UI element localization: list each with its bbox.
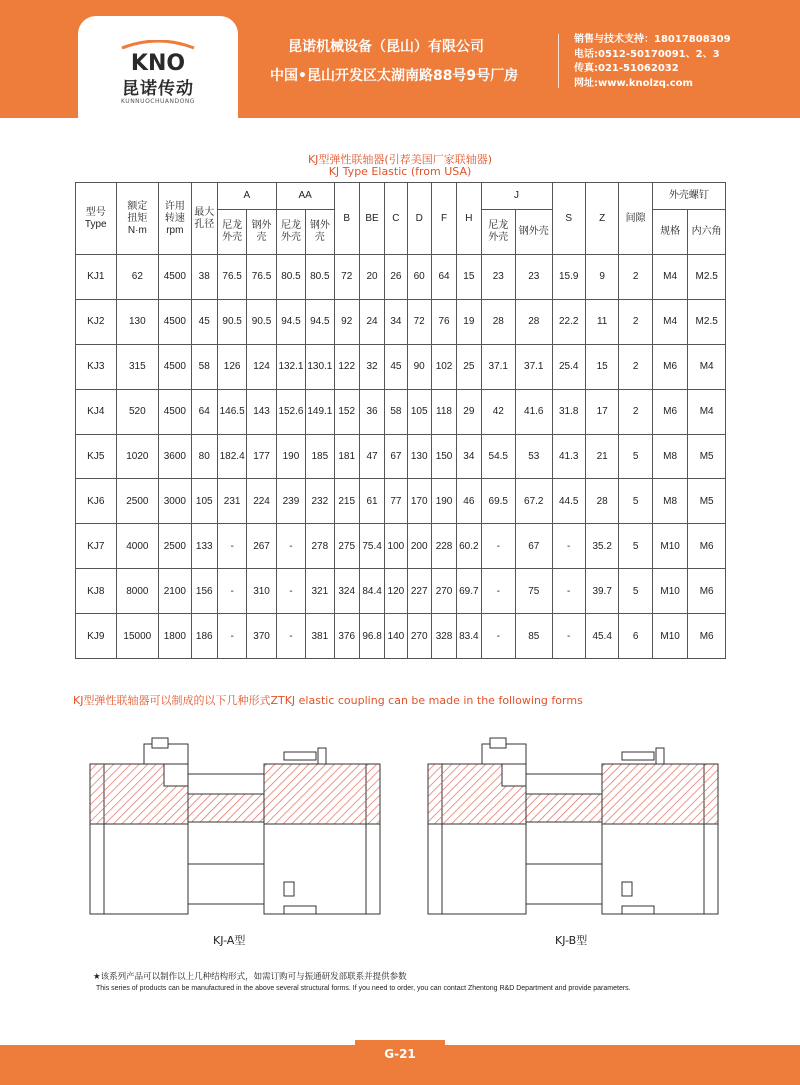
table-cell: 23	[516, 255, 553, 300]
table-cell: 2	[619, 344, 652, 389]
table-cell: 47	[359, 434, 384, 479]
th-AA-steel: 钢外 壳	[306, 210, 334, 255]
table-cell: 224	[247, 479, 276, 524]
table-cell: M6	[652, 389, 687, 434]
th-speed: 许用 转速 rpm	[159, 183, 191, 255]
table-cell: 140	[385, 614, 407, 659]
table-cell: 152.6	[276, 389, 305, 434]
th-bore: 最大 孔径	[191, 183, 217, 255]
table-cell: 19	[457, 299, 481, 344]
table-cell: 80	[191, 434, 217, 479]
table-title-en: KJ Type Elastic (from USA)	[328, 165, 472, 178]
table-cell: 80.5	[276, 255, 305, 300]
table-cell: 4500	[159, 299, 191, 344]
table-cell: 310	[247, 569, 276, 614]
th-C: C	[385, 183, 407, 255]
table-cell: 64	[191, 389, 217, 434]
table-cell: KJ5	[76, 434, 117, 479]
table-cell: 132.1	[276, 344, 305, 389]
table-cell: 8000	[116, 569, 159, 614]
th-D: D	[407, 183, 431, 255]
th-Z: Z	[585, 183, 618, 255]
table-cell: M10	[652, 614, 687, 659]
table-cell: 5	[619, 524, 652, 569]
forms-title: KJ型弹性联轴器可以制成的以下几种形式ZTKJ elastic coupling can be made in the following forms	[73, 694, 583, 707]
table-cell: -	[217, 614, 246, 659]
table-cell: KJ9	[76, 614, 117, 659]
table-cell: KJ3	[76, 344, 117, 389]
table-cell: KJ7	[76, 524, 117, 569]
table-cell: KJ1	[76, 255, 117, 300]
table-cell: 324	[334, 569, 359, 614]
table-cell: 45	[385, 344, 407, 389]
table-cell: 5	[619, 434, 652, 479]
table-cell: 120	[385, 569, 407, 614]
table-cell: 83.4	[457, 614, 481, 659]
table-cell: 45.4	[585, 614, 618, 659]
table-cell: 278	[306, 524, 334, 569]
table-cell: 15	[585, 344, 618, 389]
table-cell: -	[481, 524, 515, 569]
table-cell: -	[552, 524, 585, 569]
table-cell: 146.5	[217, 389, 246, 434]
table-cell: 45	[191, 299, 217, 344]
table-cell: 105	[407, 389, 431, 434]
table-cell: 67	[385, 434, 407, 479]
table-cell: 190	[276, 434, 305, 479]
table-cell: 77	[385, 479, 407, 524]
table-title-cn: KJ型弹性联轴器(引荐美国厂家联轴器)	[307, 153, 493, 166]
th-S: S	[552, 183, 585, 255]
table-cell: M5	[688, 434, 726, 479]
table-cell: 75	[516, 569, 553, 614]
table-cell: 46	[457, 479, 481, 524]
table-cell: 4000	[116, 524, 159, 569]
contact-sales: 销售与技术支持：18017808309	[574, 34, 731, 45]
table-cell: 143	[247, 389, 276, 434]
caption-kj-b: KJ-B型	[555, 934, 588, 947]
table-cell: 96.8	[359, 614, 384, 659]
th-screw: 外壳螺钉	[652, 183, 725, 210]
table-row	[76, 299, 726, 344]
table-cell: 94.5	[276, 299, 305, 344]
th-H: H	[457, 183, 481, 255]
table-cell: 4500	[159, 389, 191, 434]
table-row	[76, 479, 726, 524]
table-cell: 62	[116, 255, 159, 300]
table-cell: 31.8	[552, 389, 585, 434]
table-cell: 370	[247, 614, 276, 659]
table-cell: M8	[652, 434, 687, 479]
table-cell: M4	[652, 299, 687, 344]
table-cell: 185	[306, 434, 334, 479]
note-en: This series of products can be manufactured in the above several structural forms. If you need to order, you can contact Zhentong R&D Department and provide parameters.	[96, 985, 631, 992]
table-cell: 1800	[159, 614, 191, 659]
table-row	[76, 524, 726, 569]
kj-a-hatch-right	[264, 764, 380, 824]
table-cell: 215	[334, 479, 359, 524]
table-cell: 270	[407, 614, 431, 659]
table-cell: 150	[431, 434, 456, 479]
table-cell: 85	[516, 614, 553, 659]
table-cell: 130	[407, 434, 431, 479]
table-cell: 186	[191, 614, 217, 659]
table-cell: 34	[385, 299, 407, 344]
table-cell: 1020	[116, 434, 159, 479]
table-cell: 2	[619, 389, 652, 434]
table-cell: 2500	[116, 479, 159, 524]
table-cell: 231	[217, 479, 246, 524]
table-cell: KJ8	[76, 569, 117, 614]
table-cell: 25.4	[552, 344, 585, 389]
table-cell: -	[552, 569, 585, 614]
table-cell: 5	[619, 569, 652, 614]
table-cell: M6	[652, 344, 687, 389]
table-cell: -	[276, 569, 305, 614]
caption-kj-a: KJ-A型	[213, 934, 246, 947]
table-cell: M6	[688, 614, 726, 659]
table-cell: 321	[306, 569, 334, 614]
table-cell: 2100	[159, 569, 191, 614]
table-cell: 94.5	[306, 299, 334, 344]
table-cell: 38	[191, 255, 217, 300]
table-cell: 2	[619, 299, 652, 344]
table-cell: 39.7	[585, 569, 618, 614]
table-cell: 2500	[159, 524, 191, 569]
table-cell: 275	[334, 524, 359, 569]
table-cell: 22.2	[552, 299, 585, 344]
table-cell: 58	[385, 389, 407, 434]
table-cell: -	[217, 569, 246, 614]
table-cell: 232	[306, 479, 334, 524]
table-cell: M8	[652, 479, 687, 524]
table-cell: -	[481, 569, 515, 614]
table-cell: 34	[457, 434, 481, 479]
table-cell: 315	[116, 344, 159, 389]
table-cell: 23	[481, 255, 515, 300]
table-cell: 17	[585, 389, 618, 434]
table-cell: 28	[585, 479, 618, 524]
table-cell: 149.1	[306, 389, 334, 434]
company-name: 昆诺机械设备（昆山）有限公司	[288, 39, 484, 55]
contact-phone: 电话:0512-50170091、2、3	[574, 48, 720, 60]
table-cell: 84.4	[359, 569, 384, 614]
table-cell: 44.5	[552, 479, 585, 524]
company-address: 中国•昆山开发区太湖南路88号9号厂房	[270, 68, 519, 84]
table-cell: 76	[431, 299, 456, 344]
table-cell: 72	[407, 299, 431, 344]
table-cell: 92	[334, 299, 359, 344]
table-cell: -	[552, 614, 585, 659]
table-cell: 15.9	[552, 255, 585, 300]
th-J: J	[481, 183, 552, 210]
table-cell: 15000	[116, 614, 159, 659]
table-cell: M10	[652, 524, 687, 569]
kj-a-drawing	[84, 734, 384, 924]
table-cell: 36	[359, 389, 384, 434]
table-cell: 11	[585, 299, 618, 344]
th-J-steel: 钢外壳	[516, 210, 553, 255]
table-cell: 69.7	[457, 569, 481, 614]
table-cell: 41.3	[552, 434, 585, 479]
th-A: A	[217, 183, 276, 210]
table-cell: 37.1	[481, 344, 515, 389]
table-cell: 381	[306, 614, 334, 659]
table-cell: 227	[407, 569, 431, 614]
kj-a-hatch-center	[188, 794, 264, 822]
table-cell: M6	[688, 524, 726, 569]
table-cell: 105	[191, 479, 217, 524]
table-cell: M4	[688, 344, 726, 389]
table-cell: 28	[481, 299, 515, 344]
table-cell: 26	[385, 255, 407, 300]
contact-website: 网址:www.knolzq.com	[574, 77, 693, 89]
table-cell: 170	[407, 479, 431, 524]
note-cn: ★该系列产品可以制作以上几种结构形式，如需订购可与振通研发部联系并提供参数	[93, 972, 407, 982]
kj-b-hatch-center	[526, 794, 602, 822]
table-cell: 100	[385, 524, 407, 569]
table-cell: 3000	[159, 479, 191, 524]
table-cell: 90	[407, 344, 431, 389]
table-cell: 2	[619, 255, 652, 300]
spec-table-body	[76, 255, 726, 659]
table-cell: 200	[407, 524, 431, 569]
page-number: G-21	[384, 1047, 416, 1061]
th-B: B	[334, 183, 359, 255]
kj-b-hatch-right	[602, 764, 718, 824]
table-cell: 90.5	[217, 299, 246, 344]
table-cell: M4	[688, 389, 726, 434]
table-cell: 32	[359, 344, 384, 389]
contact-fax: 传真:021-51062032	[574, 63, 679, 74]
table-cell: M4	[652, 255, 687, 300]
kj-b-drawing	[422, 734, 722, 924]
th-AA: AA	[276, 183, 334, 210]
table-cell: 3600	[159, 434, 191, 479]
table-cell: 267	[247, 524, 276, 569]
table-cell: 15	[457, 255, 481, 300]
spec-table	[75, 182, 726, 659]
table-cell: 9	[585, 255, 618, 300]
table-cell: 270	[431, 569, 456, 614]
logo-cn: 昆诺传动	[122, 79, 194, 99]
table-row	[76, 614, 726, 659]
th-gap: 间隙	[619, 183, 652, 255]
table-cell: 6	[619, 614, 652, 659]
th-J-nylon: 尼龙 外壳	[481, 210, 515, 255]
th-BE: BE	[359, 183, 384, 255]
header-divider	[558, 34, 559, 88]
table-cell: 76.5	[247, 255, 276, 300]
table-cell: 376	[334, 614, 359, 659]
logo-en: KUNNUOCHUANDONG	[121, 98, 195, 105]
table-cell: 152	[334, 389, 359, 434]
table-cell: 67.2	[516, 479, 553, 524]
table-cell: 21	[585, 434, 618, 479]
table-cell: 60.2	[457, 524, 481, 569]
table-cell: 4500	[159, 344, 191, 389]
table-cell: 190	[431, 479, 456, 524]
table-cell: 75.4	[359, 524, 384, 569]
table-cell: 118	[431, 389, 456, 434]
table-cell: 239	[276, 479, 305, 524]
table-cell: 69.5	[481, 479, 515, 524]
table-row	[76, 434, 726, 479]
table-cell: 520	[116, 389, 159, 434]
table-cell: 28	[516, 299, 553, 344]
table-cell: 130.1	[306, 344, 334, 389]
table-cell: M10	[652, 569, 687, 614]
table-row	[76, 569, 726, 614]
table-cell: 102	[431, 344, 456, 389]
table-cell: -	[276, 614, 305, 659]
table-cell: KJ4	[76, 389, 117, 434]
th-torque: 额定 扭矩 N·m	[116, 183, 159, 255]
th-A-nylon: 尼龙 外壳	[217, 210, 246, 255]
table-cell: 54.5	[481, 434, 515, 479]
table-cell: M6	[688, 569, 726, 614]
table-cell: 80.5	[306, 255, 334, 300]
table-cell: 181	[334, 434, 359, 479]
th-AA-nylon: 尼龙 外壳	[276, 210, 305, 255]
table-cell: 20	[359, 255, 384, 300]
table-cell: 228	[431, 524, 456, 569]
table-cell: 182.4	[217, 434, 246, 479]
table-cell: 76.5	[217, 255, 246, 300]
table-cell: M2.5	[688, 299, 726, 344]
th-hex: 内六角	[688, 210, 726, 255]
table-cell: M2.5	[688, 255, 726, 300]
table-cell: 72	[334, 255, 359, 300]
table-cell: 53	[516, 434, 553, 479]
table-cell: 24	[359, 299, 384, 344]
th-F: F	[431, 183, 456, 255]
table-cell: 60	[407, 255, 431, 300]
table-cell: -	[217, 524, 246, 569]
table-cell: 67	[516, 524, 553, 569]
contact-block	[574, 33, 731, 91]
table-cell: 90.5	[247, 299, 276, 344]
logo-mark-icon	[118, 40, 198, 74]
table-cell: M5	[688, 479, 726, 524]
th-A-steel: 钢外 壳	[247, 210, 276, 255]
table-cell: -	[276, 524, 305, 569]
table-cell: 177	[247, 434, 276, 479]
table-row	[76, 344, 726, 389]
table-row	[76, 255, 726, 300]
table-cell: 156	[191, 569, 217, 614]
table-cell: 130	[116, 299, 159, 344]
table-cell: 37.1	[516, 344, 553, 389]
table-cell: 61	[359, 479, 384, 524]
table-cell: 4500	[159, 255, 191, 300]
logo-mark-text: KNO	[130, 51, 186, 74]
table-cell: 122	[334, 344, 359, 389]
th-spec: 规格	[652, 210, 687, 255]
table-cell: 126	[217, 344, 246, 389]
table-cell: 5	[619, 479, 652, 524]
table-cell: 64	[431, 255, 456, 300]
table-row	[76, 389, 726, 434]
table-cell: 41.6	[516, 389, 553, 434]
logo	[78, 16, 238, 118]
table-cell: -	[481, 614, 515, 659]
table-cell: 133	[191, 524, 217, 569]
table-cell: KJ6	[76, 479, 117, 524]
table-cell: 42	[481, 389, 515, 434]
table-cell: 25	[457, 344, 481, 389]
th-type: 型号 Type	[76, 183, 117, 255]
table-cell: 328	[431, 614, 456, 659]
table-cell: 124	[247, 344, 276, 389]
table-cell: 29	[457, 389, 481, 434]
table-cell: KJ2	[76, 299, 117, 344]
table-cell: 58	[191, 344, 217, 389]
table-cell: 35.2	[585, 524, 618, 569]
